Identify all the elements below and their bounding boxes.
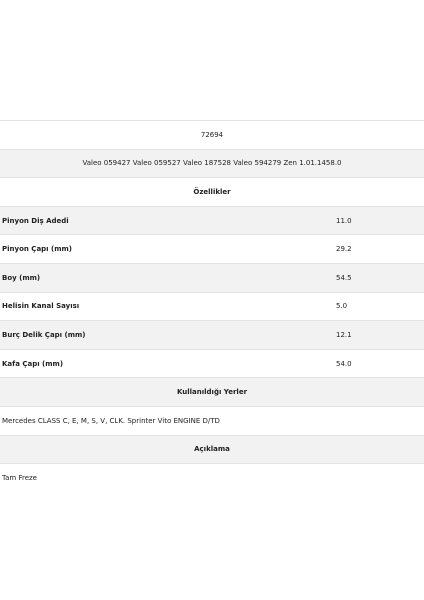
- cross-reference-row: [0, 149, 424, 178]
- description-heading-row: [0, 435, 424, 464]
- spec-row-bushing-bore: [0, 320, 424, 349]
- product-spec-table: [0, 120, 424, 492]
- spec-label: Kafa Çapı (mm): [2, 359, 64, 368]
- spec-label: Burç Delik Çapı (mm): [2, 330, 86, 339]
- spec-label: Pinyon Çapı (mm): [2, 245, 72, 254]
- spec-value: 12.1: [336, 330, 352, 339]
- product-code-row: [0, 120, 424, 149]
- spec-label: Pinyon Diş Adedi: [2, 216, 69, 225]
- spec-value: 54.5: [336, 273, 352, 282]
- spec-row-pinion-diameter: [0, 234, 424, 263]
- cross-reference-list: Valeo 059427 Valeo 059527 Valeo 187528 Valeo 594279 Zen 1.01.1458.0: [82, 159, 342, 168]
- spec-value: 54.0: [336, 359, 352, 368]
- spec-label: Helisin Kanal Sayısı: [2, 302, 80, 311]
- features-heading: Özellikler: [193, 187, 231, 196]
- spec-value: 11.0: [336, 216, 352, 225]
- usage-heading: Kullanıldığı Yerler: [176, 388, 248, 397]
- usage-heading-row: [0, 377, 424, 406]
- description-row: [0, 463, 424, 492]
- usage-row: [0, 406, 424, 435]
- spec-value: 29.2: [336, 245, 352, 254]
- spec-row-helix-grooves: [0, 292, 424, 321]
- spec-value: 5.0: [336, 302, 348, 311]
- spec-row-length: [0, 263, 424, 292]
- features-heading-row: [0, 177, 424, 206]
- product-code: 72694: [200, 130, 224, 139]
- spec-label: Boy (mm): [2, 273, 41, 282]
- spec-row-head-diameter: [0, 349, 424, 378]
- description-text: Tam Freze: [2, 473, 37, 482]
- description-heading: Açıklama: [194, 445, 230, 454]
- spec-row-pinion-teeth: [0, 206, 424, 235]
- usage-text: Mercedes CLASS C, E, M, S, V, CLK. Sprinter Vito ENGINE D/TD: [2, 416, 220, 425]
